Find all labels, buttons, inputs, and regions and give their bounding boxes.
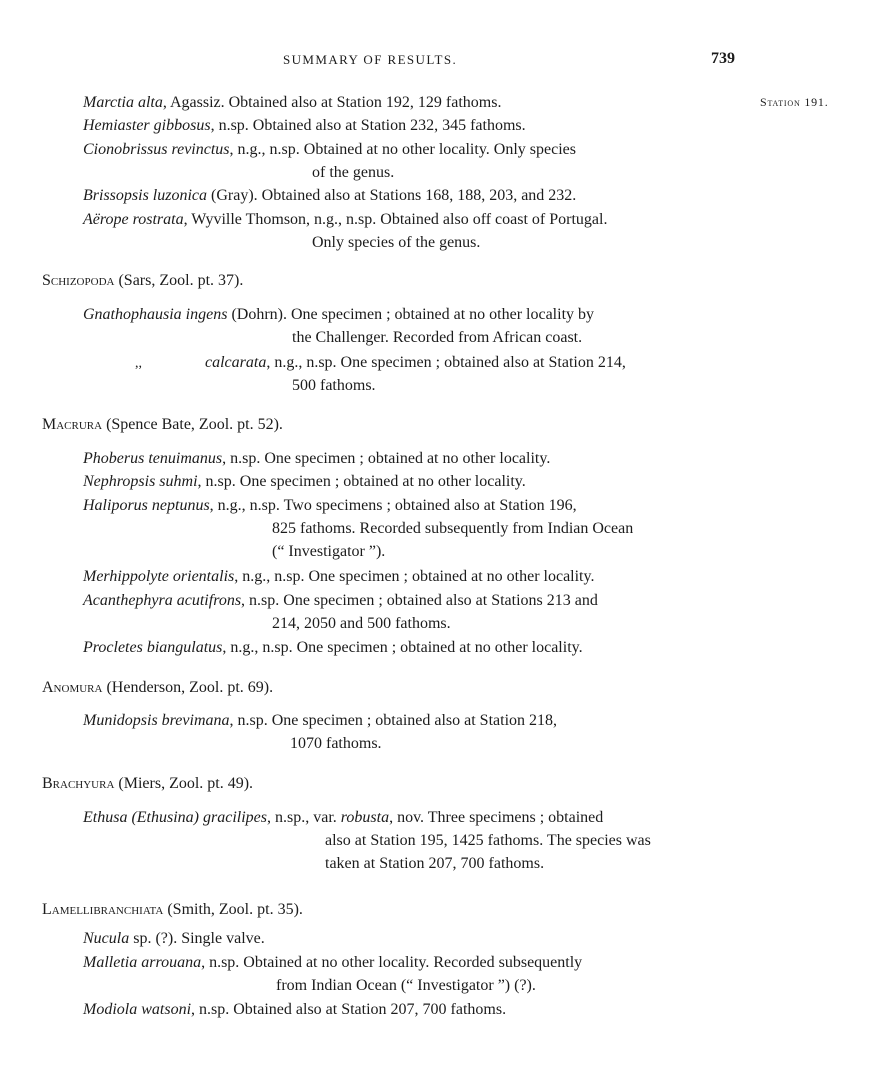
entry-text: , n.g., n.sp. One specimen ; obtained at no other locality. [222, 639, 583, 656]
section-heading-schizopoda [42, 270, 243, 292]
group-citation: (Henderson, Zool. pt. 69). [102, 679, 274, 696]
entry-continuation: 825 fathoms. Recorded subsequently from Indian Ocean [272, 520, 634, 537]
entry-continuation: also at Station 195, 1425 fathoms. The species was [325, 832, 651, 849]
list-item [83, 304, 594, 326]
list-item [83, 139, 576, 161]
species-name: Nucula [83, 930, 130, 947]
species-name: Ethusa [83, 809, 128, 826]
entry-text: , n.sp. One specimen ; obtained also at Station 218, [229, 712, 558, 729]
entry-text: , nov. Three specimens ; obtained [389, 809, 604, 826]
entry-continuation: (“ Investigator ”). [272, 543, 386, 560]
species-name: Malletia arrouana [83, 954, 202, 971]
species-name: Marctia alta [83, 94, 163, 111]
list-item [83, 952, 582, 974]
list-item [83, 92, 501, 114]
list-item [83, 928, 265, 950]
entry-text: sp. (?). Single valve. [129, 930, 265, 947]
list-item [83, 710, 557, 732]
group-citation: (Miers, Zool. pt. 49). [114, 775, 254, 792]
entry-text: , n.sp. One specimen ; obtained at no other locality. [222, 450, 551, 467]
entry-text: , Wyville Thomson, n.g., n.sp. Obtained also off coast of Portugal. [183, 211, 608, 228]
list-item [83, 209, 607, 231]
species-name: Haliporus neptunus [83, 497, 210, 514]
species-name: Procletes biangulatus [83, 639, 223, 656]
section-heading-lamellibranchiata [42, 899, 303, 921]
entry-text: , n.g., n.sp. Obtained at no other locality. Only species [229, 141, 576, 158]
species-name: Munidopsis brevimana [83, 712, 230, 729]
species-name: Modiola watsoni [83, 1001, 192, 1018]
species-name: Cionobrissus revinctus [83, 141, 230, 158]
species-name: Gnathophausia ingens [83, 306, 228, 323]
species-name: Nephropsis suhmi [83, 473, 198, 490]
list-item [83, 807, 603, 829]
species-name: Aërope rostrata [83, 211, 184, 228]
species-name: Acanthephyra acutifrons [83, 592, 242, 609]
entry-text: , n.sp. Obtained also at Station 207, 700 fathoms. [191, 1001, 507, 1018]
group-citation: (Spence Bate, Zool. pt. 52). [102, 416, 283, 433]
variety-name: robusta [340, 809, 390, 826]
entry-text: , n.sp. One specimen ; obtained at no other locality. [197, 473, 526, 490]
list-item [83, 115, 526, 137]
section-heading-brachyura [42, 773, 253, 795]
entry-text: , n.sp. Obtained at no other locality. Recorded subsequently [201, 954, 583, 971]
entry-continuation: from Indian Ocean (“ Investigator ”) (?). [276, 977, 536, 994]
entry-text: , n.g., n.sp. One specimen ; obtained also at Station 214, [266, 354, 626, 371]
species-name: Brissopsis luzonica [83, 187, 208, 204]
entry-continuation: 214, 2050 and 500 fathoms. [272, 615, 451, 632]
list-item [83, 590, 598, 612]
group-name: Macrura [42, 416, 103, 433]
entry-continuation: 1070 fathoms. [290, 735, 382, 752]
running-title: SUMMARY OF RESULTS. [283, 52, 458, 67]
entry-continuation: 500 fathoms. [292, 377, 376, 394]
species-epithet: gracilipes [203, 809, 267, 826]
entry-text: , n.g., n.sp. Two specimens ; obtained also at Station 196, [209, 497, 577, 514]
section-heading-macrura [42, 414, 283, 436]
entry-text: , Agassiz. Obtained also at Station 192, 129 fathoms. [162, 94, 502, 111]
list-item [83, 495, 577, 517]
group-name: Schizopoda [42, 272, 115, 289]
species-name: Merhippolyte orientalis [83, 568, 235, 585]
list-item [83, 448, 550, 470]
entry-text: (Dohrn). One specimen ; obtained at no other locality by [227, 306, 595, 323]
entry-continuation: taken at Station 207, 700 fathoms. [325, 855, 545, 872]
ditto-mark: ,, [135, 356, 142, 371]
list-item [83, 637, 583, 659]
group-name: Lamellibranchiata [42, 901, 164, 918]
page-number: 739 [711, 50, 735, 67]
species-name: calcarata [205, 354, 267, 371]
group-citation: (Sars, Zool. pt. 37). [114, 272, 244, 289]
list-item [83, 566, 594, 588]
entry-continuation: the Challenger. Recorded from African coast. [292, 329, 583, 346]
station-side-note: Station 191. [760, 95, 829, 109]
list-item [83, 471, 526, 493]
group-citation: (Smith, Zool. pt. 35). [163, 901, 303, 918]
entry-text: (Gray). Obtained also at Stations 168, 188, 203, and 232. [207, 187, 577, 204]
species-name: Phoberus tenuimanus [83, 450, 223, 467]
entry-text: , n.g., n.sp. One specimen ; obtained at no other locality. [234, 568, 595, 585]
list-item [83, 185, 576, 207]
group-name: Brachyura [42, 775, 115, 792]
species-name: Hemiaster gibbosus [83, 117, 211, 134]
section-heading-anomura [42, 677, 273, 699]
entry-continuation: of the genus. [312, 164, 395, 181]
list-item [205, 352, 626, 374]
entry-text: , n.sp. Obtained also at Station 232, 345 fathoms. [210, 117, 526, 134]
entry-text: , n.sp. One specimen ; obtained also at Stations 213 and [241, 592, 598, 609]
subgenus-name: (Ethusina) [131, 809, 199, 826]
entry-text: , n.sp., var. [267, 809, 341, 826]
entry-continuation: Only species of the genus. [312, 234, 481, 251]
list-item [83, 999, 506, 1021]
group-name: Anomura [42, 679, 103, 696]
